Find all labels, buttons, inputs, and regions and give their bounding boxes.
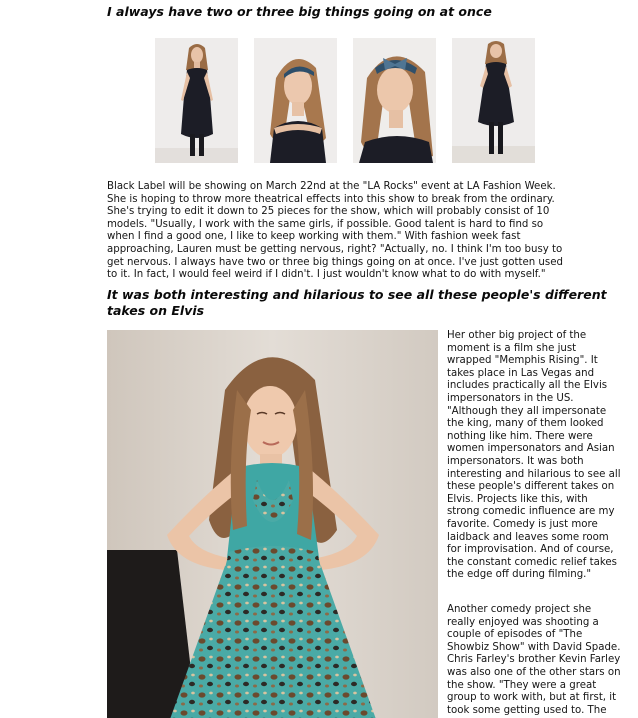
- thumbnail-gallery: [155, 38, 535, 163]
- section-heading: I always have two or three big things going on at once: [107, 4, 492, 19]
- gallery-thumbnail[interactable]: [254, 38, 337, 163]
- article-column-paragraph: Another comedy project she really enjoyed was shooting a couple of episodes of "The Showbiz Show" with David Spade. Chris Farley's brother Kevin Farley was also one of the other stars on the show. "They were a great group to work with, but at first, it took some getting used to. The: [447, 604, 621, 716]
- main-photo: [107, 330, 438, 718]
- gallery-thumbnail[interactable]: [155, 38, 238, 163]
- article-paragraph: Black Label will be showing on March 22nd at the "LA Rocks" event at LA Fashion Week. She is hoping to throw more theatrical effects into this show to break from the ordinary. She's trying to edit it down to 25 pieces for the show, which will probably consist of 10 models. "Usually, I work with the same girls, if possible. Good talent is hard to find so when I find a good one, I like to keep working with them." With fashion week fast approaching, Lauren must be getting nervous, right? "Actually, no. I think I'm too busy to get nervous. I always have two or three big things going on at once. I've just gotten used to it. In fact, I would feel weird if I didn't. I just wouldn't know what to do with myself.": [107, 181, 563, 281]
- article-column-paragraph: Her other big project of the moment is a film she just wrapped "Memphis Rising". It takes place in Las Vegas and includes practically all the Elvis impersonators in the US. "Although they all impersonate the king, many of them looked nothing like him. There were women impersonators and Asian impersonators. It was both interesting and hilarious to see all these people's different takes on Elvis. Projects like this, with strong comedic influence are my favorite. Comedy is just more laidback and leaves some room for improvisation. And of course, the constant comedic relief takes the edge off during filming.": [447, 330, 621, 581]
- model-portrait-image: [254, 38, 337, 163]
- model-full-length-tights-image: [452, 38, 535, 163]
- model-teal-dress-image: [107, 330, 438, 718]
- section-heading: It was both interesting and hilarious to see all these people's different takes on Elvis: [107, 287, 607, 318]
- gallery-thumbnail[interactable]: [353, 38, 436, 163]
- gallery-thumbnail[interactable]: [452, 38, 535, 163]
- model-full-length-image: [155, 38, 238, 163]
- model-closeup-image: [353, 38, 436, 163]
